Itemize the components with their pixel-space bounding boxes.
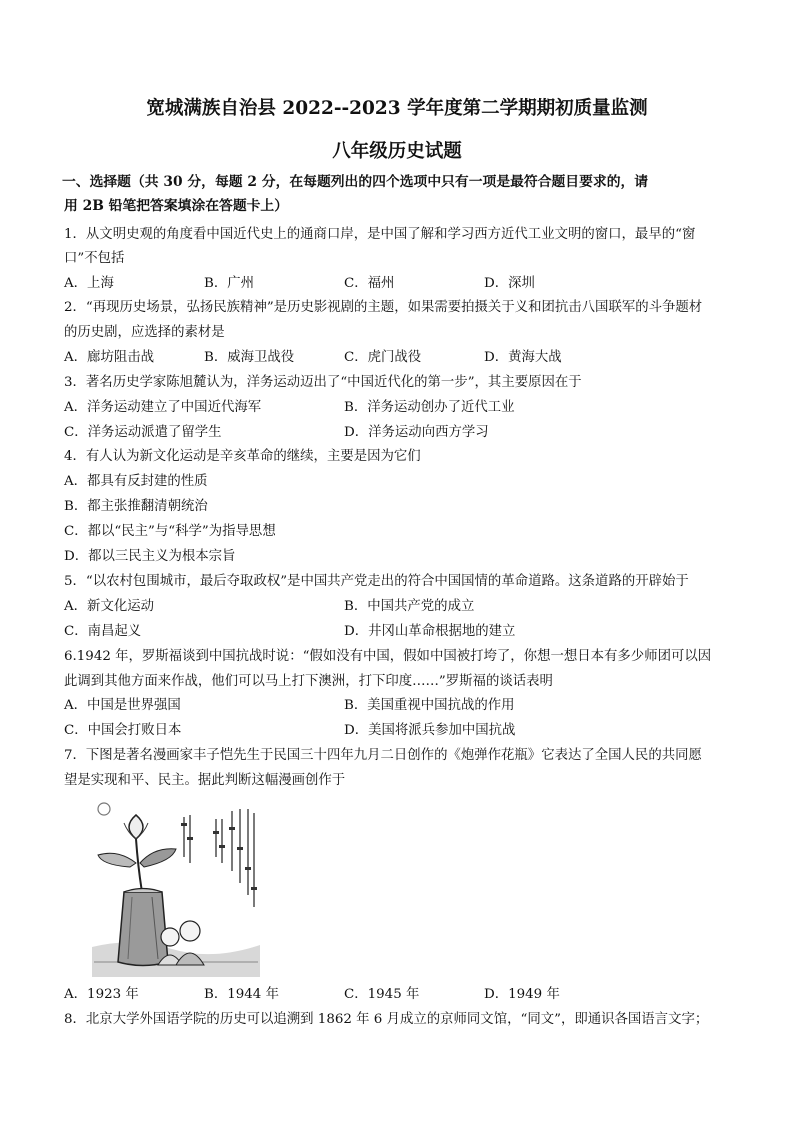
question-6-stem-line2: 此调到其他方面来作战，他们可以马上打下澳洲，打下印度……”罗斯福的谈话表明 <box>64 674 553 689</box>
question-4-option-d: D．都以三民主义为根本宗旨 <box>64 549 236 564</box>
section-instruction-line2: 用 2B 铅笔把答案填涂在答题卡上） <box>64 198 289 214</box>
question-7-option-a: A．1923 年 <box>64 987 139 1002</box>
question-4-option-b: B．都主张推翻清朝统治 <box>64 499 208 514</box>
question-6-option-b: B．美国重视中国抗战的作用 <box>344 698 515 713</box>
question-1-stem-line1: 1．从文明史观的角度看中国近代史上的通商口岸，是中国了解和学习西方近代工业文明的窗口，最早的“窗 <box>64 227 696 242</box>
question-4-stem: 4．有人认为新文化运动是辛亥革命的继续，主要是因为它们 <box>64 449 421 464</box>
question-7-option-c: C．1945 年 <box>344 987 420 1002</box>
section-instruction-line1: 一、选择题（共 30 分，每题 2 分，在每题列出的四个选项中只有一项是最符合题目要求的，请 <box>62 174 649 190</box>
question-5-option-a: A．新文化运动 <box>64 599 155 614</box>
question-2-option-c: C．虎门战役 <box>344 350 422 365</box>
question-1-option-d: D．深圳 <box>484 276 535 291</box>
question-3-stem: 3．著名历史学家陈旭麓认为，洋务运动迈出了“中国近代化的第一步”，其主要原因在于 <box>64 375 582 390</box>
question-5-stem: 5．“以农村包围城市，最后夺取政权”是中国共产党走出的符合中国国情的革命道路。这条道路的开辟始于 <box>64 574 689 589</box>
question-2-option-b: B．威海卫战役 <box>204 350 295 365</box>
question-5-option-b: B．中国共产党的成立 <box>344 599 475 614</box>
question-6-option-c: C．中国会打败日本 <box>64 723 182 738</box>
question-6-option-d: D．美国将派兵参加中国抗战 <box>344 723 516 738</box>
question-2-option-d: D．黄海大战 <box>484 350 562 365</box>
question-7-option-d: D．1949 年 <box>484 987 560 1002</box>
exam-title: 宽城满族自治县 2022--2023 学年度第二学期期初质量监测 <box>146 98 648 119</box>
question-4-option-c: C．都以“民主”与“科学”为指导思想 <box>64 524 276 539</box>
question-5-option-d: D．井冈山革命根据地的建立 <box>344 624 516 639</box>
cartoon-shell-vase-image <box>92 797 260 977</box>
question-7-stem-line2: 望是实现和平、民主。据此判断这幅漫画创作于 <box>64 773 346 788</box>
question-4-option-a: A．都具有反封建的性质 <box>64 474 208 489</box>
question-6-option-a: A．中国是世界强国 <box>64 698 181 713</box>
question-3-option-a: A．洋务运动建立了中国近代海军 <box>64 400 262 415</box>
question-3-option-d: D．洋务运动向西方学习 <box>344 425 489 440</box>
question-2-stem-line2: 的历史剧，应选择的素材是 <box>64 325 225 340</box>
question-3-option-c: C．洋务运动派遣了留学生 <box>64 425 222 440</box>
question-1-option-a: A．上海 <box>64 276 114 291</box>
question-2-option-a: A．廊坊阻击战 <box>64 350 155 365</box>
question-1-stem-line2: 口”不包括 <box>64 251 125 266</box>
exam-subtitle: 八年级历史试题 <box>332 141 462 162</box>
question-1-option-b: B．广州 <box>204 276 255 291</box>
question-7-option-b: B．1944 年 <box>204 987 279 1002</box>
question-3-option-b: B．洋务运动创办了近代工业 <box>344 400 515 415</box>
question-1-option-c: C．福州 <box>344 276 395 291</box>
question-6-stem-line1: 6.1942 年，罗斯福谈到中国抗战时说：“假如没有中国，假如中国被打垮了，你想一想日本有多少师团可以因 <box>64 649 712 664</box>
question-7-stem-line1: 7．下图是著名漫画家丰子恺先生于民国三十四年九月二日创作的《炮弹作花瓶》它表达了全国人民的共同愿 <box>64 748 702 763</box>
question-2-stem-line1: 2．“再现历史场景，弘扬民族精神”是历史影视剧的主题，如果需要拍摄关于义和团抗击八国联军的斗争题材 <box>64 300 703 315</box>
question-8-stem: 8．北京大学外国语学院的历史可以追溯到 1862 年 6 月成立的京师同文馆，“同文”，即通识各国语言文字； <box>64 1012 709 1027</box>
question-5-option-c: C．南昌起义 <box>64 624 142 639</box>
